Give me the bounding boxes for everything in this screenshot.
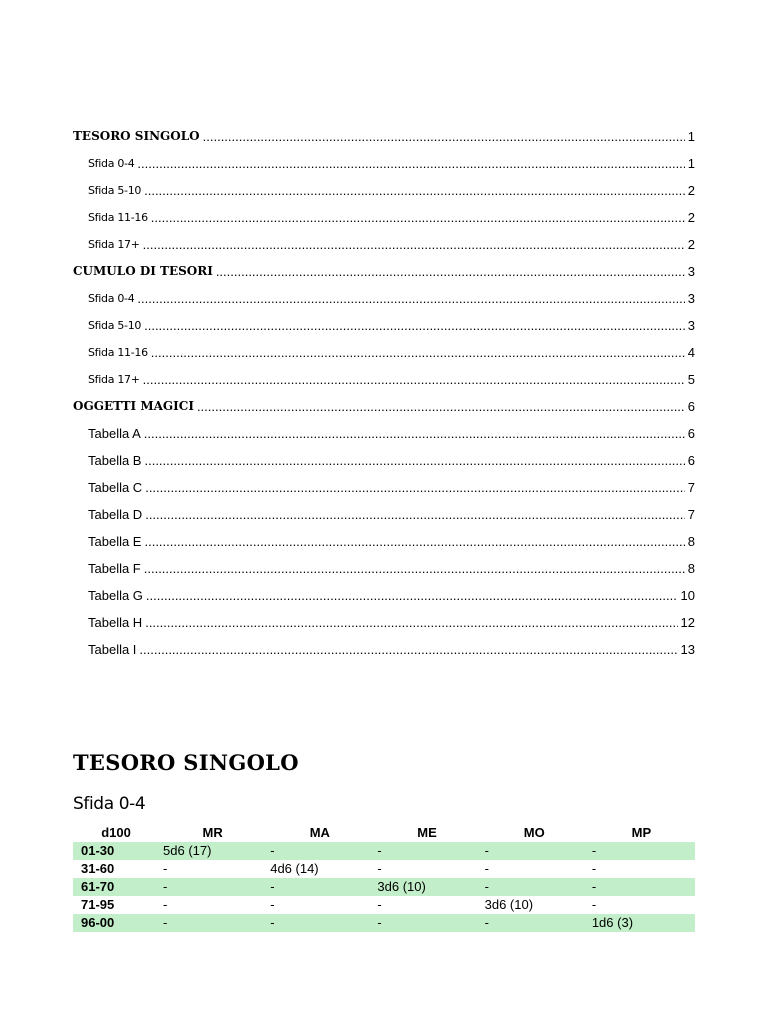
toc-entry-title: CUMULO DI TESORI <box>73 264 213 278</box>
table-cell: - <box>591 861 597 876</box>
toc-entry-title: Sfida 0-4 <box>88 157 135 170</box>
toc-entry[interactable] <box>73 528 695 555</box>
toc-entry-title: Tabella C <box>88 480 143 495</box>
toc-entry-page: 7 <box>687 480 695 495</box>
toc-entry-page: 3 <box>687 291 695 306</box>
toc-entry-page: 12 <box>680 615 695 630</box>
toc-entry-page: 2 <box>687 183 695 198</box>
column-header: MR <box>202 825 223 840</box>
table-row <box>73 842 695 860</box>
toc-entry-title: Tabella E <box>88 534 142 549</box>
toc-entry-page: 6 <box>687 426 695 441</box>
table-cell: 01-30 <box>73 842 159 860</box>
table-cell: 3d6 (10) <box>484 897 534 912</box>
table-cell: - <box>266 914 373 932</box>
toc-entry-page: 2 <box>687 237 695 252</box>
toc-entry[interactable] <box>73 285 695 312</box>
table-cell: - <box>163 861 168 876</box>
table-cell: - <box>159 914 266 932</box>
toc-entry-title: Sfida 5-10 <box>88 184 142 197</box>
table-cell: 61-70 <box>73 878 159 896</box>
toc-leader <box>145 501 685 528</box>
table-row <box>73 914 695 932</box>
toc-entry[interactable] <box>73 312 695 339</box>
table-cell: - <box>588 842 695 860</box>
table-cell: 71-95 <box>81 897 115 912</box>
toc-entry-title: Sfida 17+ <box>88 373 140 386</box>
toc-entry-title: Sfida 0-4 <box>88 292 135 305</box>
toc-entry-title: TESORO SINGOLO <box>73 129 200 143</box>
toc-entry-title: Tabella H <box>88 615 143 630</box>
toc-leader <box>144 420 685 447</box>
toc-entry-page: 2 <box>687 210 695 225</box>
toc-leader <box>151 204 685 231</box>
toc-entry[interactable] <box>73 582 695 609</box>
table-cell: 31-60 <box>81 861 115 876</box>
toc-entry-title: Tabella I <box>88 642 137 657</box>
toc-leader <box>144 555 685 582</box>
toc-entry-page: 1 <box>687 129 695 144</box>
toc-entry[interactable] <box>73 150 695 177</box>
toc-entry-title: Sfida 11-16 <box>88 346 148 359</box>
toc-entry[interactable] <box>73 474 695 501</box>
toc-entry-page: 7 <box>687 507 695 522</box>
toc-entry[interactable] <box>73 636 695 663</box>
column-header: MA <box>309 825 330 840</box>
table-cell: 3d6 (10) <box>373 878 480 896</box>
table-cell: - <box>481 878 588 896</box>
table-cell: - <box>266 842 373 860</box>
table-cell: - <box>373 842 480 860</box>
subsection-heading: Sfida 0-4 <box>73 794 146 814</box>
toc-entry-title: Tabella G <box>88 588 143 603</box>
toc-entry-page: 13 <box>680 642 695 657</box>
table-cell: - <box>163 897 168 912</box>
table-cell: - <box>591 897 597 912</box>
toc-leader <box>145 474 685 501</box>
toc-entry[interactable] <box>73 177 695 204</box>
table-cell: - <box>481 842 588 860</box>
table-cell: 1d6 (3) <box>588 914 695 932</box>
toc-entry-title: Tabella D <box>88 507 143 522</box>
toc-leader <box>137 285 684 312</box>
toc-entry-title: Tabella A <box>88 426 141 441</box>
toc-entry[interactable] <box>73 339 695 366</box>
table-of-contents <box>73 123 695 663</box>
column-header: MO <box>523 825 545 840</box>
toc-leader <box>151 339 685 366</box>
table-cell: - <box>266 878 373 896</box>
table-cell: - <box>159 878 266 896</box>
toc-entry-page: 10 <box>680 588 695 603</box>
table-cell: 5d6 (17) <box>159 842 266 860</box>
table-cell: - <box>484 861 489 876</box>
toc-entry[interactable] <box>73 393 695 420</box>
toc-leader <box>144 447 684 474</box>
table-cell: - <box>373 914 480 932</box>
toc-entry-page: 4 <box>687 345 695 360</box>
table-header-row <box>73 824 695 842</box>
toc-entry[interactable] <box>73 123 695 150</box>
toc-entry[interactable] <box>73 204 695 231</box>
table-cell: - <box>270 897 275 912</box>
toc-entry-page: 8 <box>687 534 695 549</box>
toc-entry[interactable] <box>73 609 695 636</box>
toc-entry-title: Tabella B <box>88 453 142 468</box>
toc-entry-title: Sfida 11-16 <box>88 211 148 224</box>
column-header: d100 <box>101 825 131 840</box>
column-header: MP <box>631 825 652 840</box>
toc-entry-page: 6 <box>687 399 695 414</box>
table-row <box>73 896 695 914</box>
toc-entry-page: 3 <box>687 318 695 333</box>
toc-leader <box>144 312 685 339</box>
table-row <box>73 878 695 896</box>
table-cell: - <box>377 897 382 912</box>
toc-entry-title: Tabella F <box>88 561 141 576</box>
toc-entry-title: OGGETTI MAGICI <box>73 399 194 413</box>
toc-entry-page: 6 <box>687 453 695 468</box>
toc-entry-page: 8 <box>687 561 695 576</box>
toc-entry[interactable] <box>73 366 695 393</box>
toc-leader <box>197 393 685 420</box>
table-row <box>73 860 695 878</box>
toc-entry[interactable] <box>73 501 695 528</box>
table-cell: - <box>588 878 695 896</box>
toc-leader <box>146 582 678 609</box>
toc-leader <box>144 528 684 555</box>
toc-leader <box>145 609 677 636</box>
toc-entry-page: 5 <box>687 372 695 387</box>
table-cell: 96-00 <box>73 914 159 932</box>
table-cell: - <box>377 861 382 876</box>
toc-entry-title: Sfida 5-10 <box>88 319 142 332</box>
toc-leader <box>143 366 685 393</box>
column-header: ME <box>417 825 437 840</box>
toc-entry[interactable] <box>73 447 695 474</box>
toc-leader <box>216 258 685 285</box>
toc-entry[interactable] <box>73 231 695 258</box>
section-heading: TESORO SINGOLO <box>73 750 299 775</box>
toc-leader <box>137 150 684 177</box>
toc-leader <box>143 231 685 258</box>
toc-entry-page: 1 <box>687 156 695 171</box>
toc-entry[interactable] <box>73 258 695 285</box>
toc-leader <box>144 177 685 204</box>
toc-entry-title: Sfida 17+ <box>88 238 140 251</box>
toc-leader <box>203 123 685 150</box>
toc-entry-page: 3 <box>687 264 695 279</box>
table-cell: 4d6 (14) <box>270 861 319 876</box>
table-cell: - <box>481 914 588 932</box>
toc-entry[interactable] <box>73 555 695 582</box>
toc-entry[interactable] <box>73 420 695 447</box>
treasure-table <box>73 824 695 932</box>
toc-leader <box>139 636 677 663</box>
